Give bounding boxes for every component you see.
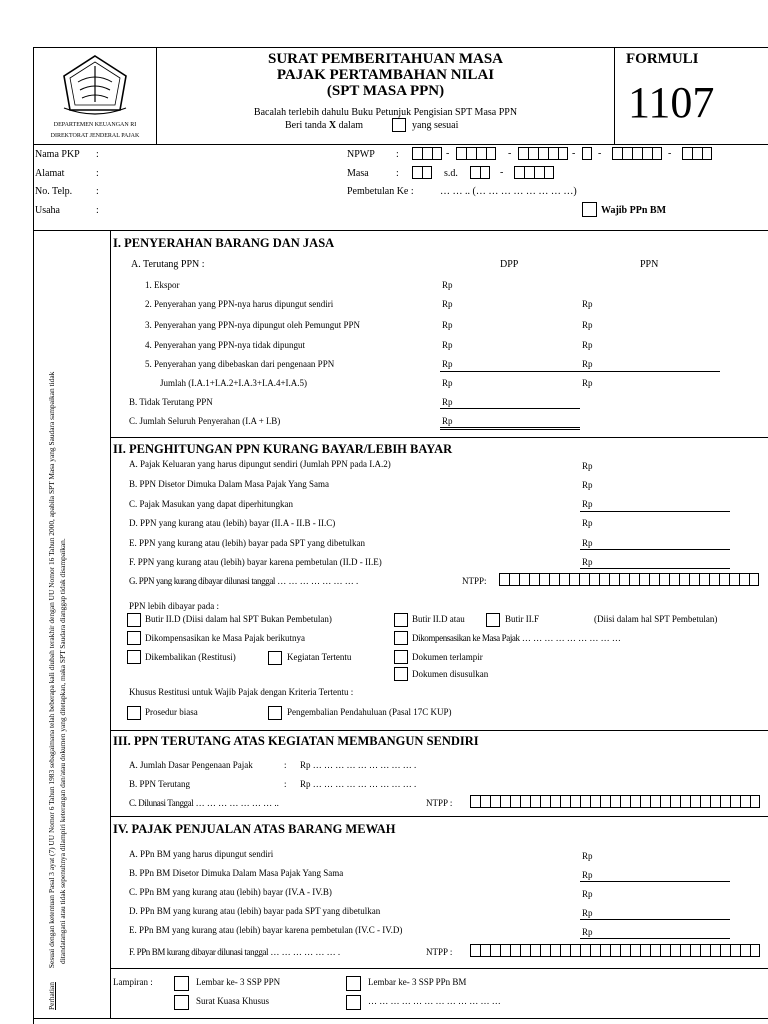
s4-f-label xyxy=(129,947,340,957)
section1-title: I. PENYERAHAN BARANG DAN JASA xyxy=(113,236,335,250)
colon-alamat: : xyxy=(96,168,99,179)
s2-khusus: Khusus Restitusi untuk Wajib Pajak dengan Kriteria Tertentu : xyxy=(129,687,354,697)
instruction-2x: X xyxy=(328,120,337,131)
npwp-dash-3: - xyxy=(572,148,576,159)
lampiran-label: Lampiran : xyxy=(113,977,153,987)
s4-item-d: D. PPn BM yang kurang atau (lebih) bayar pada SPT yang dibetulkan xyxy=(129,906,381,916)
section4-title: IV. PAJAK PENJUALAN ATAS BARANG MEWAH xyxy=(113,822,396,836)
s2-butir-iif: Butir II.F xyxy=(505,614,540,624)
lampiran-ssp-ppn-checkbox[interactable] xyxy=(174,976,189,991)
s2-dok-susul-checkbox[interactable] xyxy=(394,667,408,681)
sidebar-text-line1 xyxy=(46,240,57,1010)
s4-e-line xyxy=(580,938,730,939)
instruction-sample-checkbox xyxy=(392,118,406,132)
section2-bottom xyxy=(110,730,768,731)
s2-f-line xyxy=(580,568,730,569)
s1-rp-ppn-5: Rp xyxy=(582,359,593,369)
s4-rp-e: Rp xyxy=(582,927,593,937)
form-title xyxy=(157,51,614,99)
masa-start-cells[interactable] xyxy=(412,166,432,179)
sidebar-line2: ditandatangani atau tidak sepenuhnya dilampiri keterangan dan/atau dokumen yang ditetapkan, maka SPT Saudara dianggap tidak disampaikan. xyxy=(58,538,67,964)
s4-rp-d: Rp xyxy=(582,908,593,918)
lampiran-ssp-ppnbm: Lembar ke- 3 SSP PPn BM xyxy=(368,977,467,987)
lampiran-ssp-ppnbm-checkbox[interactable] xyxy=(346,976,361,991)
s2-lebih-bayar: PPN lebih dibayar pada : xyxy=(129,601,219,611)
s2-item-a: A. Pajak Keluaran yang harus dipungut sendiri (Jumlah PPN pada I.A.2) xyxy=(129,459,391,469)
s4-item-a: A. PPn BM yang harus dipungut sendiri xyxy=(129,849,274,859)
s2-kompensasi-2-dots: … … … … … … … … … xyxy=(521,633,621,643)
s2-rp-b: Rp xyxy=(582,480,593,490)
s2-butir-iid-atau: Butir II.D atau xyxy=(412,614,465,624)
s2-dok-susul: Dokumen disusulkan xyxy=(412,669,489,679)
wajib-ppnbm-label: Wajib PPn BM xyxy=(601,205,667,216)
s2-ntpp-cells[interactable] xyxy=(499,573,759,586)
s3-c-dots: … … … … … … … .. xyxy=(195,798,279,808)
s1-rp-ppn-4: Rp xyxy=(582,340,593,350)
s2-butir-iid: Butir II.D (Diisi dalam hal SPT Bukan Pembetulan) xyxy=(145,614,332,624)
s1-dpp-sum-line xyxy=(440,371,580,372)
s1-rp-dpp-2: Rp xyxy=(442,299,453,309)
s1-col-dpp: DPP xyxy=(500,259,519,270)
wajib-ppnbm-checkbox[interactable] xyxy=(582,202,597,217)
instruction-2a: Beri tanda xyxy=(285,120,327,131)
section4-bottom xyxy=(110,968,768,969)
s2-ntpp: NTPP: xyxy=(462,576,487,586)
s2-dok-lampir-checkbox[interactable] xyxy=(394,650,408,664)
s1-c-label: C. Jumlah Seluruh Penyerahan (I.A + I.B) xyxy=(129,416,281,426)
lampiran-other-dots[interactable]: … … … … … … … … … … … … xyxy=(368,996,501,1006)
s2-kompensasi-2-checkbox[interactable] xyxy=(394,631,408,645)
npwp-dash-5: - xyxy=(668,148,672,159)
s1-rp-ppn-3: Rp xyxy=(582,320,593,330)
s4-rp-a: Rp xyxy=(582,851,593,861)
s2-prosedur-checkbox[interactable] xyxy=(127,706,141,720)
frame-left xyxy=(33,47,34,1024)
s1-rp-dpp-1: Rp xyxy=(442,280,453,290)
alamat-label: Alamat xyxy=(35,168,65,179)
masa-year-cells[interactable] xyxy=(514,166,554,179)
s3-b-colon: : xyxy=(284,779,287,789)
section1-bottom xyxy=(110,437,768,438)
s2-item-c: C. Pajak Masukan yang dapat diperhitungkan xyxy=(129,499,293,509)
lampiran-surat-kuasa: Surat Kuasa Khusus xyxy=(196,996,269,1006)
logo-line1: DEPARTEMEN KEUANGAN RI xyxy=(53,122,137,128)
npwp-cells-6[interactable] xyxy=(682,147,712,160)
title-line-1: SURAT PEMBERITAHUAN MASA xyxy=(267,51,504,67)
masa-sd: s.d. xyxy=(444,168,458,179)
no-telp-label: No. Telp. xyxy=(35,186,73,197)
page-bottom-rule xyxy=(33,1018,768,1019)
s2-rp-d: Rp xyxy=(582,518,593,528)
colon-telp: : xyxy=(96,186,99,197)
s2-rp-e: Rp xyxy=(582,538,593,548)
sidebar-line1: Sesuai dengan ketentuan Pasal 3 ayat (7) UU Nomor 6 Tahun 1983 sebagaimana telah beberapa kali diubah terakhir dengan UU Nomor 16 Tahun 2000, apabila SPT Masa yang Saudara sampaikan tidak xyxy=(47,371,56,969)
s1-item-3: 3. Penyerahan yang PPN-nya dipungut oleh Pemungut PPN xyxy=(145,320,360,330)
instruction-2 xyxy=(285,120,363,131)
s2-g-label xyxy=(129,576,358,586)
s1-rp-c: Rp xyxy=(442,416,453,426)
npwp-cells-4[interactable] xyxy=(582,147,592,160)
logo xyxy=(34,48,156,144)
npwp-cells-5[interactable] xyxy=(612,147,662,160)
formulir-label: FORMULI xyxy=(626,51,699,67)
s1-c-line-1 xyxy=(440,427,580,428)
s2-kegiatan: Kegiatan Tertentu xyxy=(287,652,352,662)
identity-bottom-rule xyxy=(33,230,768,231)
s2-kompensasi-2 xyxy=(412,633,621,643)
s3-a-rp[interactable]: Rp … … … … … … … … … . xyxy=(300,760,417,770)
s1-item-5: 5. Penyerahan yang dibebaskan dari pengenaan PPN xyxy=(145,359,335,369)
s4-rp-c: Rp xyxy=(582,889,593,899)
s4-d-line xyxy=(580,919,730,920)
s1-rp-ppn-jumlah: Rp xyxy=(582,378,593,388)
s2-butir-iid-checkbox[interactable] xyxy=(127,613,141,627)
s2-rp-c: Rp xyxy=(582,499,593,509)
s3-ntpp-cells[interactable] xyxy=(470,795,760,808)
s2-kegiatan-checkbox[interactable] xyxy=(268,651,282,665)
s2-dikembalikan-checkbox[interactable] xyxy=(127,650,141,664)
s4-f-text: F. PPn BM kurang dibayar dilunasi tanggal xyxy=(129,947,269,957)
s1-ppn-sum-line xyxy=(580,371,720,372)
npwp-dash-2: - xyxy=(508,148,512,159)
s2-diisi-pembetulan: (Diisi dalam hal SPT Pembetulan) xyxy=(594,614,718,624)
instruction-2b: dalam xyxy=(338,120,364,131)
s1-rp-dpp-3: Rp xyxy=(442,320,453,330)
perhatian-label: Perhatian xyxy=(47,982,56,1010)
s2-rp-f: Rp xyxy=(582,557,593,567)
logo-line2: DIREKTORAT JENDERAL PAJAK xyxy=(50,133,140,139)
npwp-dash-1: - xyxy=(446,148,450,159)
instruction-2c: yang sesuai xyxy=(412,120,459,131)
sidebar-note xyxy=(46,240,68,1010)
lampiran-surat-kuasa-checkbox[interactable] xyxy=(174,995,189,1010)
colon-usaha: : xyxy=(96,205,99,216)
s3-a-label: A. Jumlah Dasar Pengenaan Pajak xyxy=(129,760,253,770)
s1-col-ppn: PPN xyxy=(640,259,659,270)
lampiran-other-checkbox[interactable] xyxy=(346,995,361,1010)
s3-c-label xyxy=(129,798,279,808)
s1-rp-ppn-2: Rp xyxy=(582,299,593,309)
s1-jumlah: Jumlah (I.A.1+I.A.2+I.A.3+I.A.4+I.A.5) xyxy=(160,378,308,388)
npwp-label: NPWP xyxy=(347,149,375,160)
s1-rp-dpp-jumlah: Rp xyxy=(442,378,453,388)
s1-b-label: B. Tidak Terutang PPN xyxy=(129,397,213,407)
npwp-cells-3[interactable] xyxy=(518,147,568,160)
s1-item-1: 1. Ekspor xyxy=(145,280,180,290)
s1-rp-dpp-4: Rp xyxy=(442,340,453,350)
instruction-1: Bacalah terlebih dahulu Buku Petunjuk Pengisian SPT Masa PPN xyxy=(253,107,518,118)
s2-g-text: G. PPN yang kurang dibayar dilunasi tanggal xyxy=(129,576,276,586)
s2-rp-a: Rp xyxy=(582,461,593,471)
npwp-cells-2[interactable] xyxy=(456,147,496,160)
colon-npwp: : xyxy=(396,149,399,160)
pembetulan-value[interactable]: … … .. (… … … … … … … …) xyxy=(440,186,577,197)
sidebar-divider xyxy=(110,230,111,1018)
colon-masa: : xyxy=(396,168,399,179)
s2-butir-iif-checkbox[interactable] xyxy=(486,613,500,627)
header-bottom-rule xyxy=(33,144,768,145)
s2-butir-iid-atau-checkbox[interactable] xyxy=(394,613,408,627)
s3-b-rp[interactable]: Rp … … … … … … … … … . xyxy=(300,779,417,789)
s2-kompensasi-2-text: Dikompensasikan ke Masa Pajak xyxy=(412,633,520,643)
s1-item-4: 4. Penyerahan yang PPN-nya tidak dipungut xyxy=(145,340,305,350)
s2-item-f: F. PPN yang kurang atau (lebih) bayar karena pembetulan (II.D - II.E) xyxy=(129,557,382,567)
s2-e-line xyxy=(580,549,730,550)
s2-g-dots: … … … … … … … . xyxy=(277,576,359,586)
title-line-2: PAJAK PERTAMBAHAN NILAI xyxy=(276,67,495,83)
s2-item-d: D. PPN yang kurang atau (lebih) bayar (II.A - II.B - II.C) xyxy=(129,518,336,528)
nama-pkp-label: Nama PKP xyxy=(35,149,80,160)
s1-rp-dpp-5: Rp xyxy=(442,359,453,369)
s2-dikembalikan: Dikembalikan (Restitusi) xyxy=(145,652,236,662)
s3-b-label: B. PPN Terutang xyxy=(129,779,190,789)
s4-rp-b: Rp xyxy=(582,870,593,880)
s4-item-b: B. PPn BM Disetor Dimuka Dalam Masa Pajak Yang Sama xyxy=(129,868,344,878)
lampiran-ssp-ppn: Lembar ke- 3 SSP PPN xyxy=(196,977,281,987)
section3-title: III. PPN TERUTANG ATAS KEGIATAN MEMBANGUN SENDIRI xyxy=(113,734,479,748)
masa-end-cells[interactable] xyxy=(470,166,490,179)
s1-a-label: A. Terutang PPN : xyxy=(131,259,205,270)
masa-label: Masa xyxy=(347,168,369,179)
form-number-text: 1107 xyxy=(628,78,715,127)
colon-nama: : xyxy=(96,149,99,160)
s3-ntpp: NTPP : xyxy=(426,798,453,808)
s2-c-line xyxy=(580,511,730,512)
s1-b-line xyxy=(440,408,580,409)
usaha-label: Usaha xyxy=(35,205,60,216)
s1-rp-b: Rp xyxy=(442,397,453,407)
npwp-cells-1[interactable] xyxy=(412,147,442,160)
section2-title: II. PENGHITUNGAN PPN KURANG BAYAR/LEBIH BAYAR xyxy=(113,442,453,456)
s4-item-c: C. PPn BM yang kurang atau (lebih) bayar (IV.A - IV.B) xyxy=(129,887,332,897)
s2-kompensasi-1: Dikompensasikan ke Masa Pajak berikutnya xyxy=(145,633,305,643)
s4-ntpp-cells[interactable] xyxy=(470,944,760,957)
s2-pengembalian: Pengembalian Pendahuluan (Pasal 17C KUP) xyxy=(287,707,452,717)
s3-c-text: C. Dilunasi Tanggal xyxy=(129,798,194,808)
s4-item-e: E. PPn BM yang kurang atau (lebih) bayar karena pembetulan (IV.C - IV.D) xyxy=(129,925,403,935)
s3-a-colon: : xyxy=(284,760,287,770)
s1-item-2: 2. Penyerahan yang PPN-nya harus dipungut sendiri xyxy=(145,299,334,309)
s1-c-line-2 xyxy=(440,429,580,430)
npwp-dash-4: - xyxy=(598,148,602,159)
garuda-emblem-icon xyxy=(34,48,156,120)
formulir-divider xyxy=(614,47,615,144)
s2-kompensasi-1-checkbox[interactable] xyxy=(127,631,141,645)
masa-dash: - xyxy=(500,167,504,178)
title-line-3: (SPT MASA PPN) xyxy=(326,83,445,99)
pembetulan-label: Pembetulan Ke : xyxy=(347,186,414,197)
s2-dok-lampir: Dokumen terlampir xyxy=(412,652,483,662)
s2-prosedur: Prosedur biasa xyxy=(145,707,198,717)
s2-item-b: B. PPN Disetor Dimuka Dalam Masa Pajak Yang Sama xyxy=(129,479,329,489)
section3-bottom xyxy=(110,816,768,817)
form-number xyxy=(628,78,768,128)
s2-item-e: E. PPN yang kurang atau (lebih) bayar pada SPT yang dibetulkan xyxy=(129,538,366,548)
s2-pengembalian-checkbox[interactable] xyxy=(268,706,282,720)
s4-b-line xyxy=(580,881,730,882)
s4-ntpp: NTPP : xyxy=(426,947,453,957)
s4-f-dots: … … … … … … . xyxy=(270,947,341,957)
